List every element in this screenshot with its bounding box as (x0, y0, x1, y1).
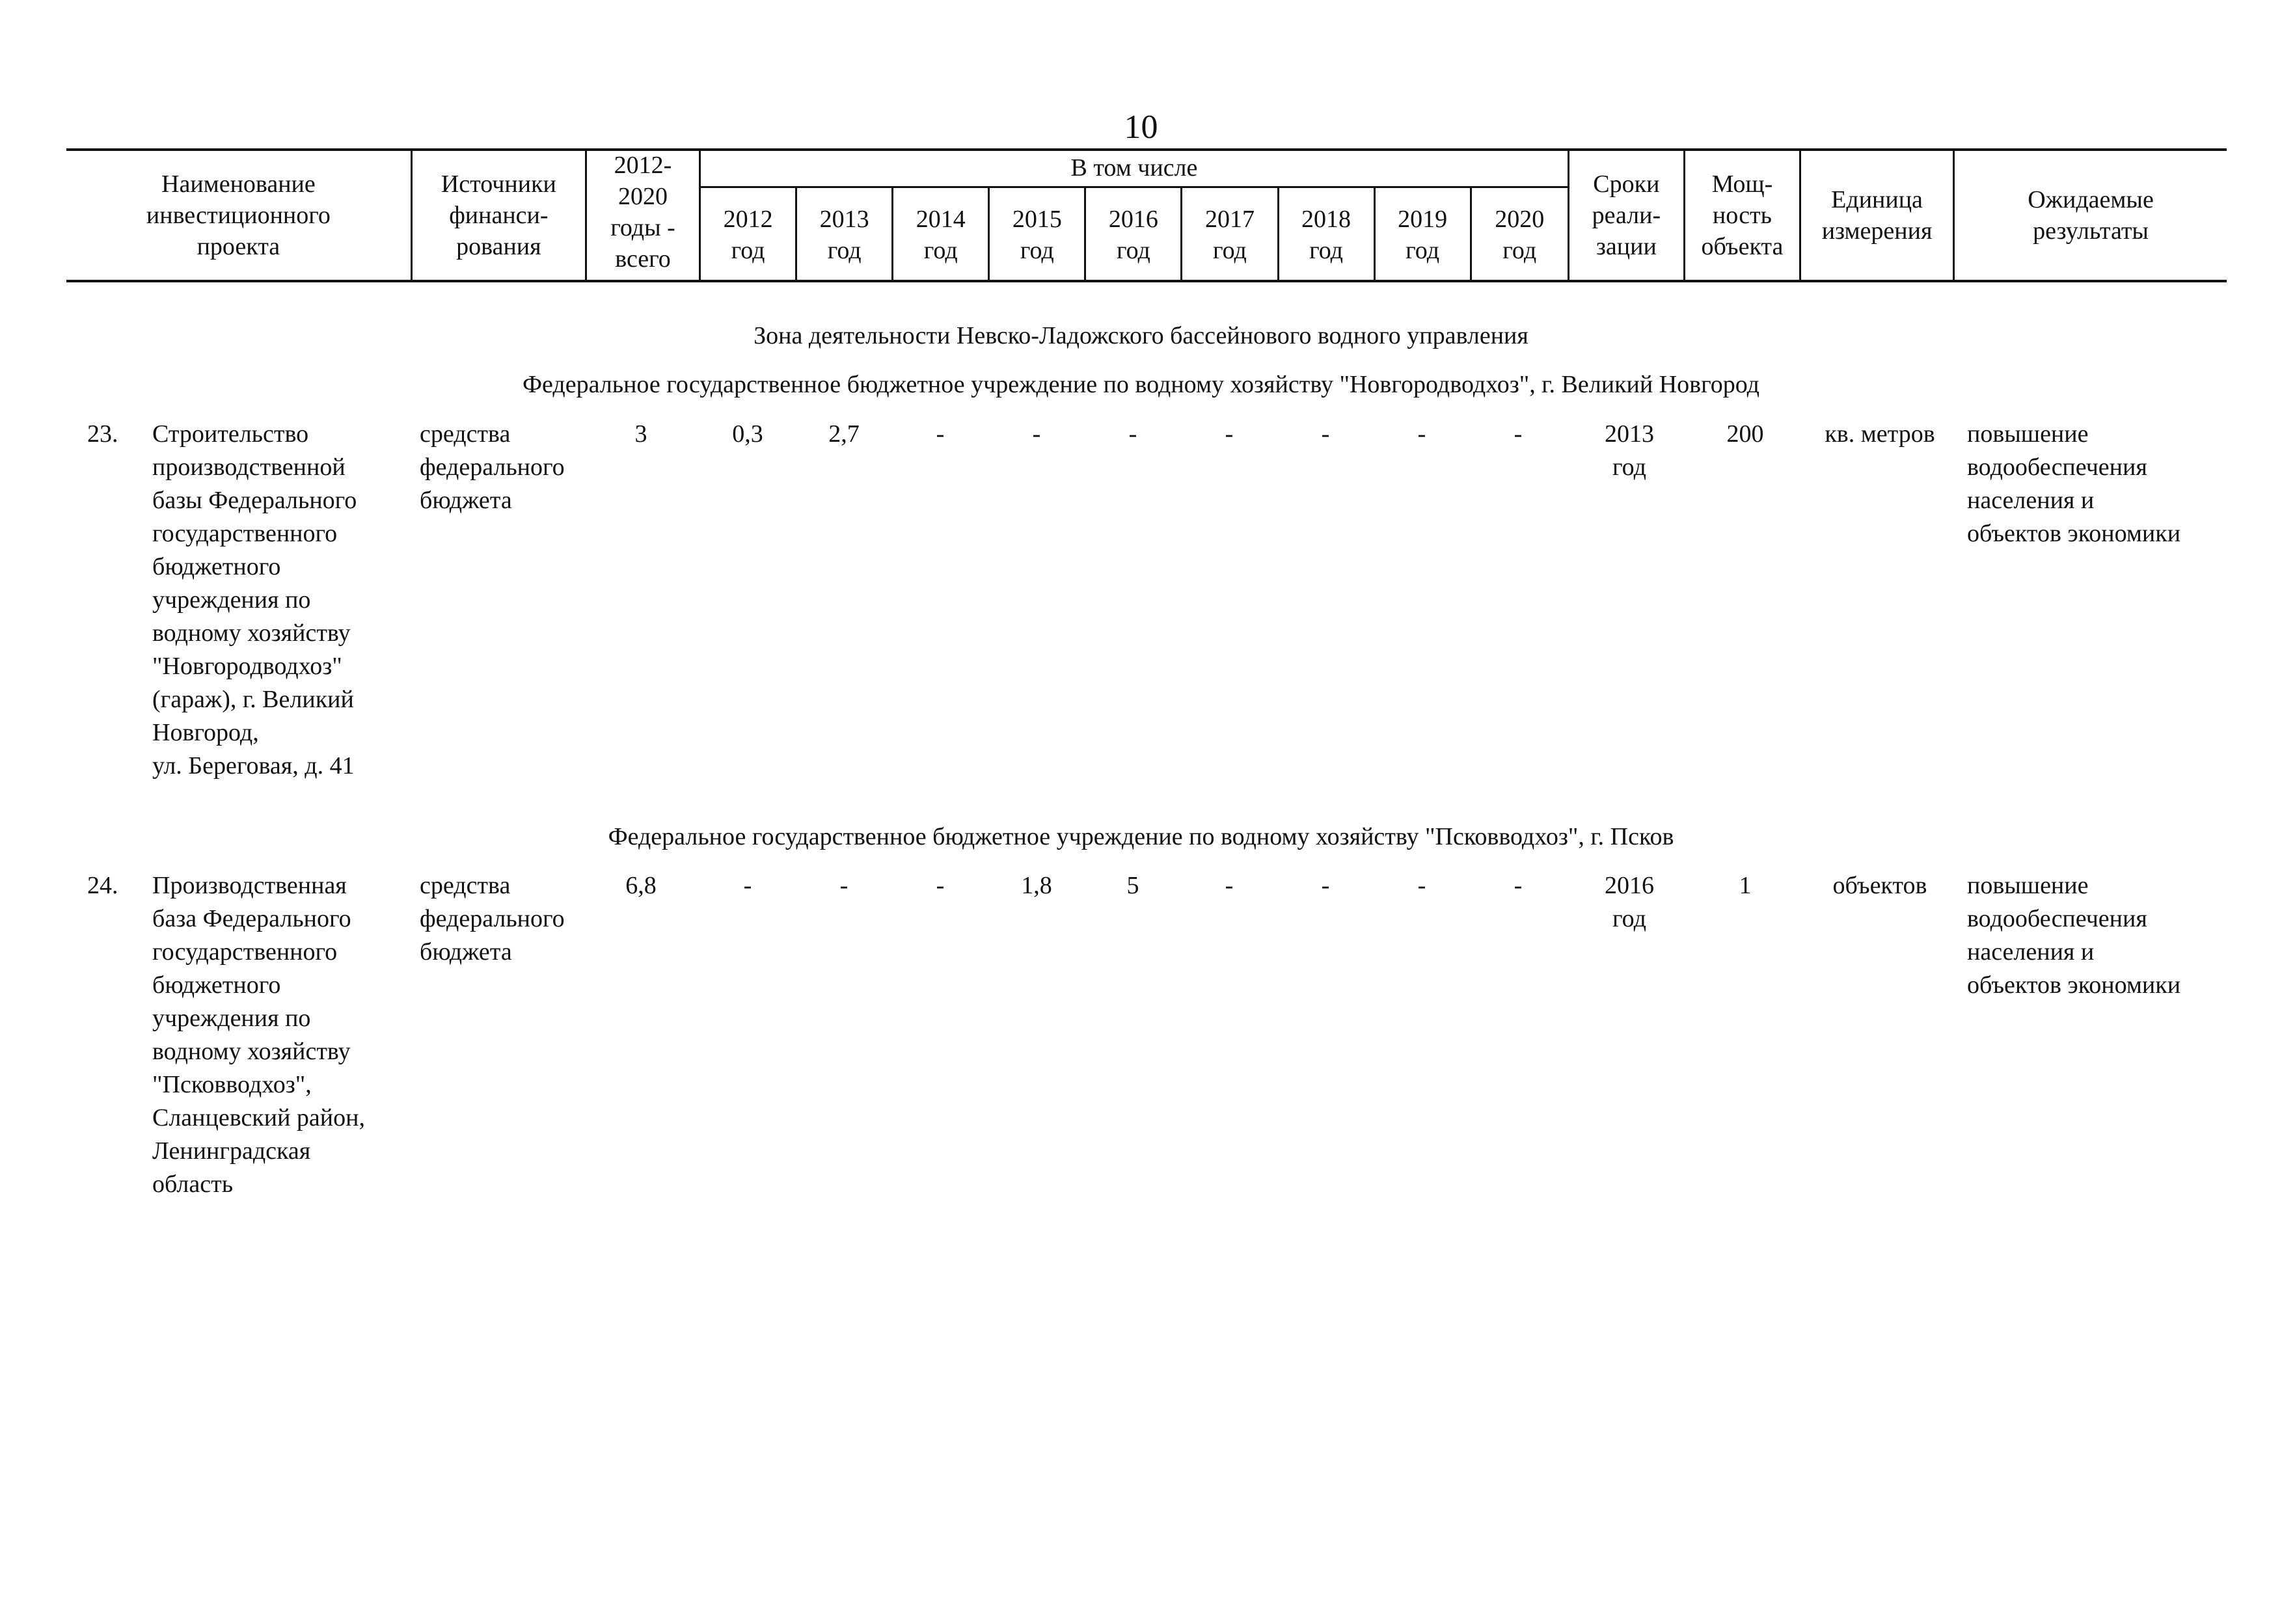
year-label: 2019 год (1398, 205, 1448, 264)
year-2017-value: - (1225, 420, 1234, 448)
header-unit (1800, 150, 1954, 281)
header-year-2013 (796, 187, 893, 282)
total-value: 3 (634, 420, 647, 448)
project-name-line: Строительство (152, 420, 309, 448)
row-number: 23. (87, 420, 118, 448)
project-name-line: бюджетного (152, 553, 281, 580)
header-project-name-line: Наименование инвестиционного проекта (146, 170, 331, 260)
project-name-line: учреждения по (152, 1005, 311, 1032)
expected-result (1967, 869, 2227, 1002)
expected-result (1967, 418, 2227, 550)
year-2014-value: - (936, 420, 945, 448)
project-name-line: производственной (152, 453, 346, 481)
header-unit-text: Единица измерения (1821, 186, 1933, 245)
project-name-line: ул. Береговая, д. 41 (152, 752, 355, 779)
year-2018-value: - (1321, 420, 1330, 448)
funding-source-line: средства (420, 420, 511, 448)
header-results-text: Ожидаемые результаты (2028, 186, 2154, 245)
project-name-line: область (152, 1171, 234, 1198)
implementation-term-line: год (1612, 453, 1646, 481)
unit-value: объектов (1832, 872, 1927, 899)
header-year-2019 (1374, 187, 1471, 282)
expected-result-line: повышение (1967, 872, 2089, 899)
header-terms (1568, 150, 1684, 281)
project-name-line: государственного (152, 520, 338, 547)
funding-source-line: бюджета (420, 487, 512, 514)
project-name (152, 869, 387, 1201)
page-number: 10 (1124, 109, 1158, 146)
year-2018-value: - (1321, 872, 1330, 899)
project-name-line: "Новгородводхоз" (152, 653, 342, 680)
project-name-line: бюджетного (152, 971, 281, 999)
project-name-line: база Федерального (152, 905, 351, 932)
year-label: 2015 год (1012, 205, 1062, 264)
year-2015-value: - (1032, 420, 1041, 448)
header-year-2017 (1182, 187, 1278, 282)
year-label: 2012 год (723, 205, 773, 264)
project-name-line: водному хозяйству (152, 1038, 351, 1065)
year-2015-value: 1,8 (1021, 872, 1052, 899)
project-name-line: базы Федерального (152, 487, 357, 514)
project-name-line: учреждения по (152, 586, 311, 614)
header-terms-text: Сроки реали- зации (1592, 170, 1661, 260)
header-year-2015 (989, 187, 1085, 282)
year-2019-value: - (1417, 872, 1426, 899)
implementation-term-line: 2013 (1605, 420, 1654, 448)
header-total-text: 2012- 2020 годы - всего (610, 152, 675, 273)
header-including: В том числе (700, 150, 1569, 187)
organization-title: Федеральное государственное бюджетное учреждение по водному хозяйству "Псковводхоз", г. Псков (608, 823, 1674, 850)
year-2017-value: - (1225, 872, 1234, 899)
implementation-term (1571, 418, 1687, 484)
capacity-value: 1 (1739, 872, 1752, 899)
implementation-term (1571, 869, 1687, 936)
header-capacity (1684, 150, 1800, 281)
funding-source-line: бюджета (420, 938, 512, 966)
funding-source (420, 418, 595, 517)
project-name-line: Сланцевский район, (152, 1104, 365, 1131)
year-2013-value: 2,7 (828, 420, 860, 448)
zone-title: Зона деятельности Невско-Ладожского бассейнового водного управления (754, 322, 1528, 349)
expected-result-line: водообеспечения (1967, 905, 2147, 932)
year-label: 2014 год (916, 205, 966, 264)
header-year-2018 (1278, 187, 1374, 282)
project-name-line: Новгород, (152, 719, 259, 746)
project-name-line: "Псковводхоз", (152, 1071, 312, 1098)
total-value: 6,8 (625, 872, 657, 899)
funding-source-line: федерального (420, 453, 565, 481)
implementation-term-line: 2016 (1605, 872, 1654, 899)
project-name-line: государственного (152, 938, 338, 966)
expected-result-line: водообеспечения (1967, 453, 2147, 481)
expected-result-line: населения и (1967, 938, 2095, 966)
unit-value: кв. метров (1825, 420, 1935, 448)
year-label: 2018 год (1301, 205, 1352, 264)
year-2012-value: - (743, 872, 752, 899)
year-label: 2013 год (819, 205, 869, 264)
header-results (1954, 150, 2227, 281)
header-year-2020 (1471, 187, 1568, 282)
funding-source-line: средства (420, 872, 511, 899)
header-bottom-rule (66, 280, 2227, 282)
project-name-line: (гараж), г. Великий (152, 686, 354, 713)
year-label: 2017 год (1204, 205, 1255, 264)
implementation-term-line: год (1612, 905, 1646, 932)
year-2012-value: 0,3 (732, 420, 763, 448)
year-2016-value: - (1128, 420, 1137, 448)
year-2020-value: - (1514, 420, 1523, 448)
row-number: 24. (87, 872, 118, 899)
header-year-2016 (1085, 187, 1182, 282)
year-2019-value: - (1417, 420, 1426, 448)
expected-result-line: объектов экономики (1967, 520, 2181, 547)
header-sources (411, 150, 586, 281)
project-name-line: водному хозяйству (152, 619, 351, 647)
header-project-name (66, 150, 411, 281)
expected-result-line: населения и (1967, 487, 2095, 514)
year-label: 2016 год (1108, 205, 1158, 264)
year-2020-value: - (1514, 872, 1523, 899)
header-capacity-text: Мощ- ность объекта (1701, 170, 1784, 260)
expected-result-line: объектов экономики (1967, 971, 2181, 999)
header-sources-text: Источники финанси- рования (441, 170, 556, 260)
year-2014-value: - (936, 872, 945, 899)
funding-source-line: федерального (420, 905, 565, 932)
header-total (586, 150, 700, 281)
project-name-line: Производственная (152, 872, 347, 899)
organization-title: Федеральное государственное бюджетное учреждение по водному хозяйству "Новгородводхоз", г. Великий Новгород (523, 371, 1759, 398)
year-label: 2020 год (1495, 205, 1545, 264)
header-year-2014 (893, 187, 989, 282)
expected-result-line: повышение (1967, 420, 2089, 448)
project-name (152, 418, 387, 783)
capacity-value: 200 (1726, 420, 1764, 448)
year-2016-value: 5 (1126, 872, 1139, 899)
project-name-line: Ленинградская (152, 1137, 311, 1165)
table-header (66, 150, 2227, 281)
header-year-2012 (700, 187, 796, 282)
year-2013-value: - (839, 872, 849, 899)
funding-source (420, 869, 595, 969)
